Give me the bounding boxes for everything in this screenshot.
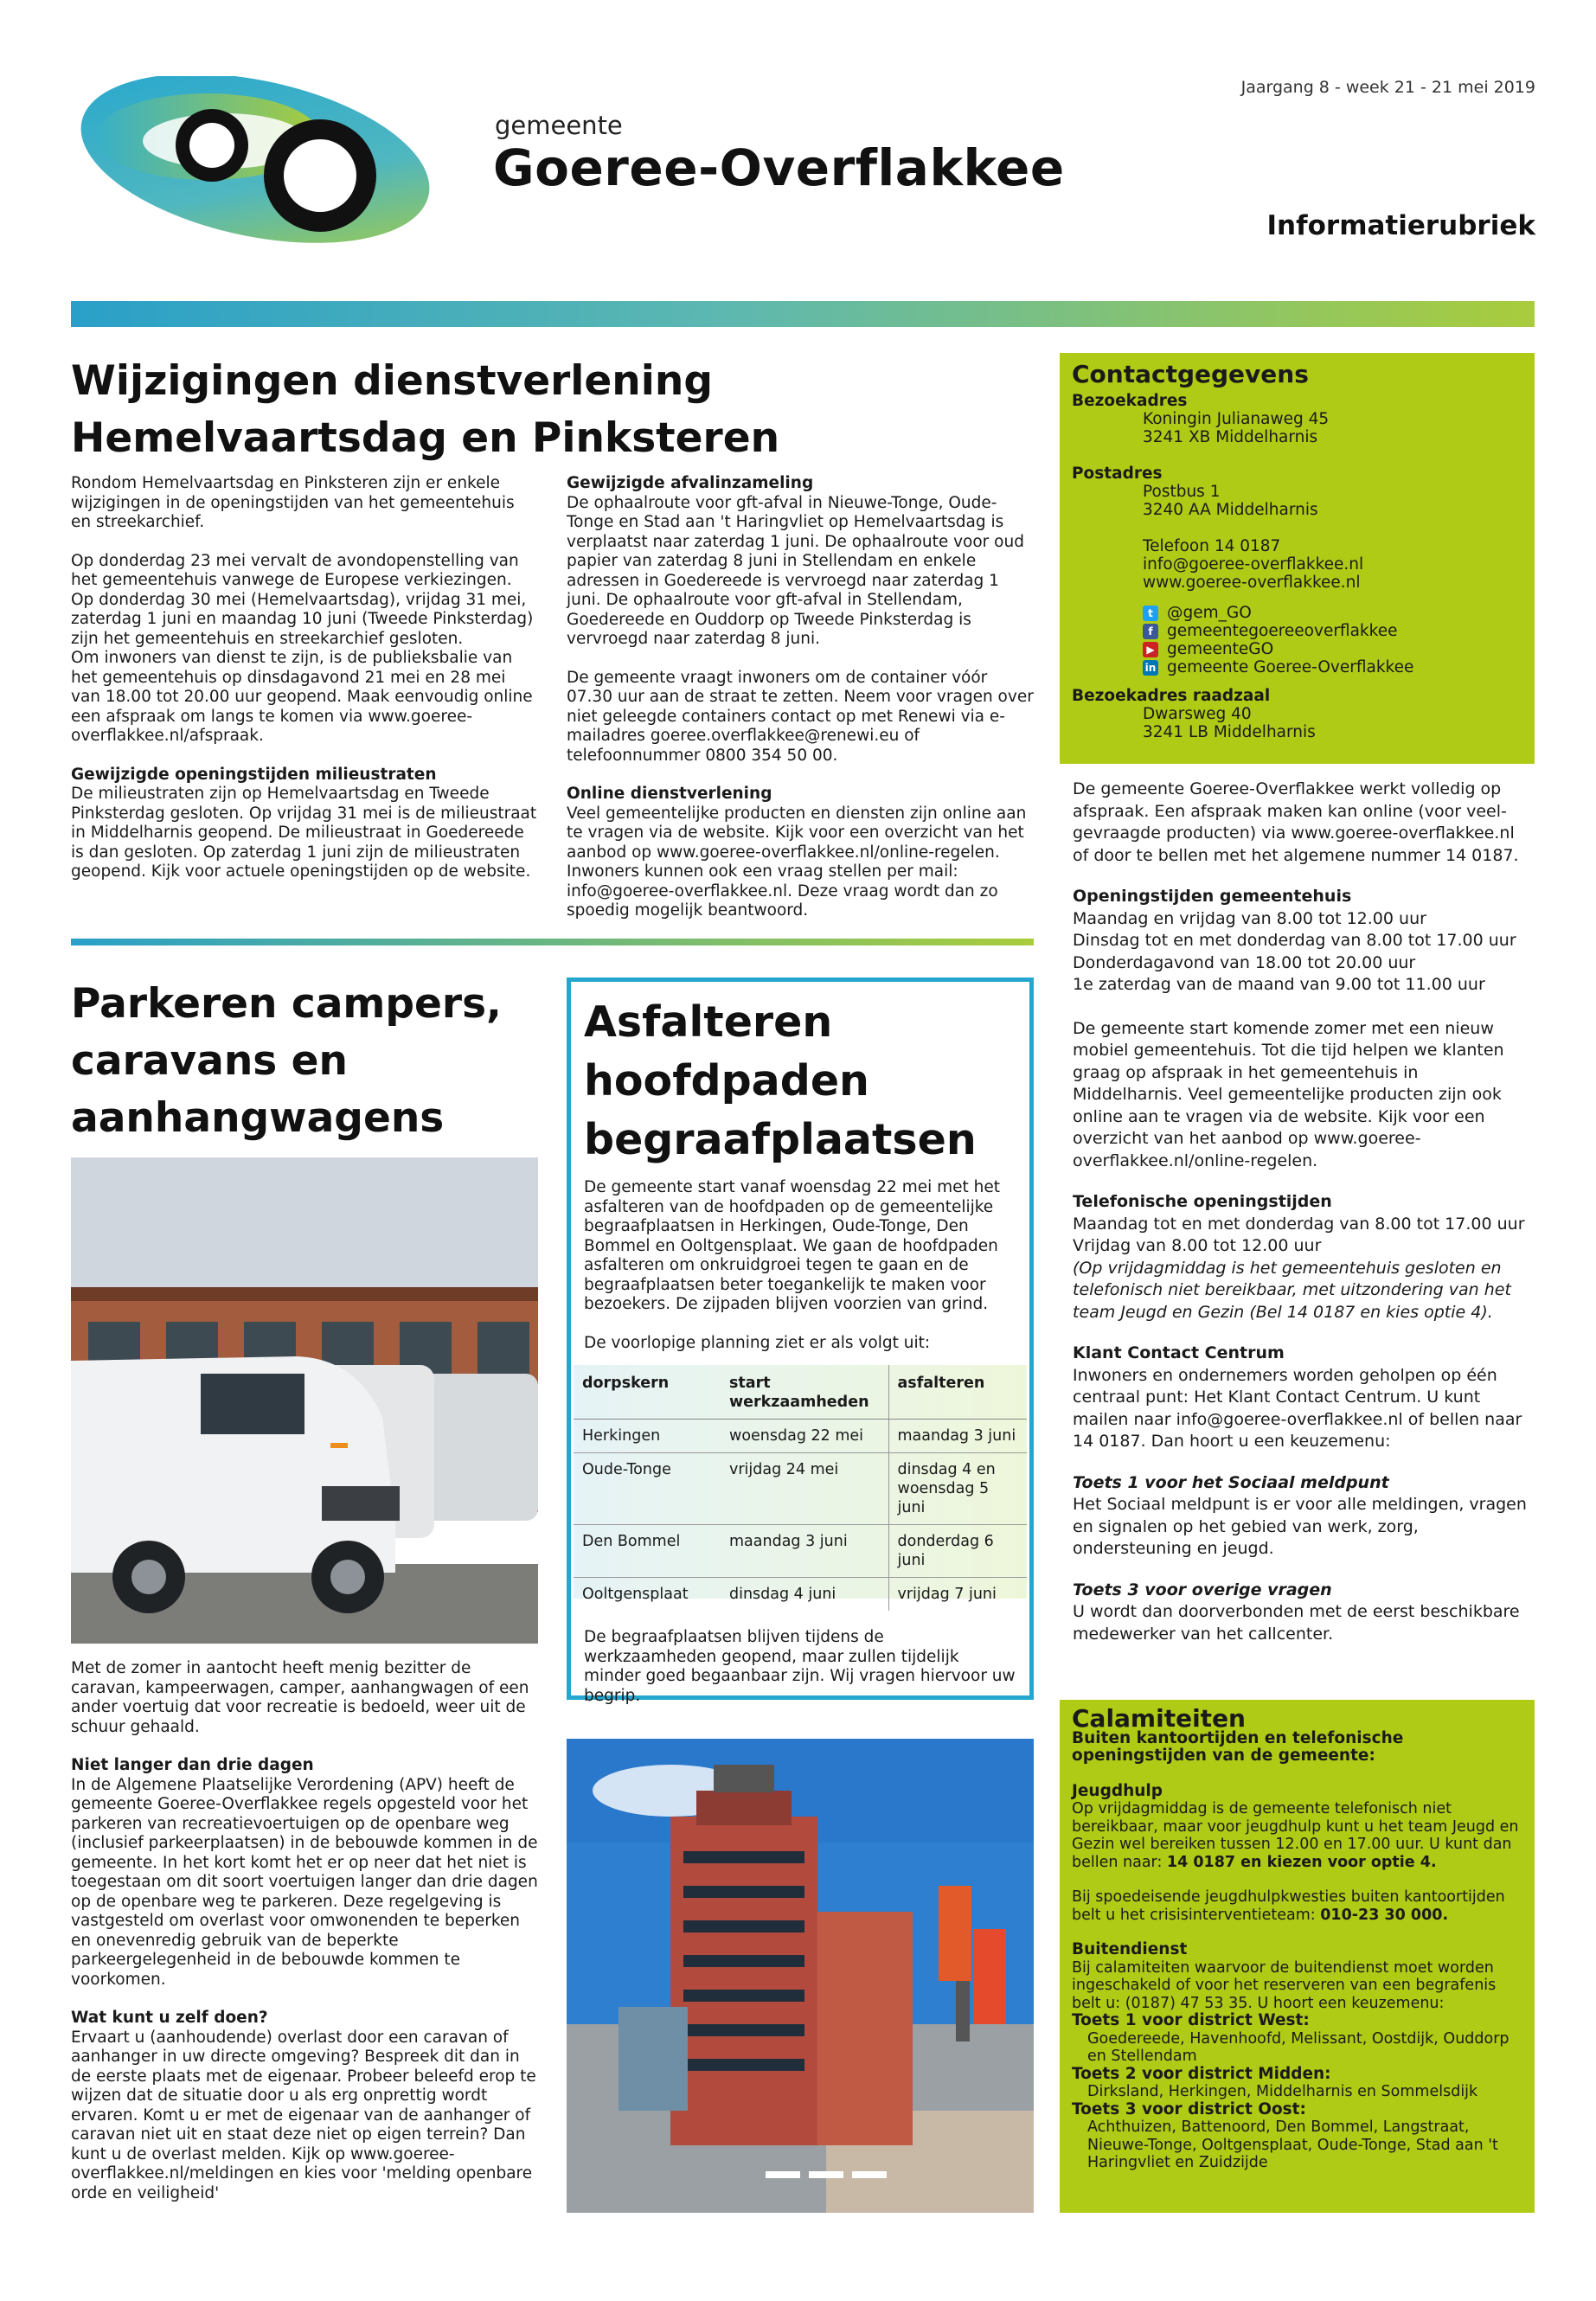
toets1-text: Het Sociaal meldpunt is er voor alle meldingen, vragen en signalen op het gebied van werk, zorg, ondersteuning en jeugd. xyxy=(1073,1495,1527,1558)
planning-table xyxy=(574,1365,1027,1611)
linkedin-icon: in xyxy=(1143,660,1158,676)
article2-heading1: Niet langer dan drie dagen xyxy=(71,1756,314,1774)
jeugdhulp-text xyxy=(1072,1800,1522,1871)
postadres-label: Postadres xyxy=(1072,465,1163,483)
bezoekadres-line1: Koningin Julianaweg 45 xyxy=(1143,410,1330,428)
calamiteiten-subtitle: Buiten kantoortijden en telefonische openingstijden van de gemeente: xyxy=(1072,1728,1404,1765)
postadres-line1: Postbus 1 xyxy=(1143,483,1221,501)
social-linkedin-label: gemeente Goeree-Overflakkee xyxy=(1167,658,1414,676)
section-title: Informatierubriek xyxy=(1266,210,1535,241)
article1-col-left xyxy=(71,474,538,901)
photo-building xyxy=(567,1739,1034,2213)
table-row xyxy=(574,1578,1027,1612)
article1-intro: Rondom Hemelvaartsdag en Pinksteren zijn er enkele wijzigingen in de openingstijden van het gemeentehuis en streekarchief. xyxy=(71,474,515,531)
crisis-phone: 010-23 30 000 xyxy=(1320,1906,1443,1924)
article2-title-line3: aanhangwagens xyxy=(71,1094,445,1142)
bezoekadres-label: Bezoekadres xyxy=(1072,392,1188,410)
article1-title-line1: Wijzigingen dienstverlening xyxy=(71,357,713,405)
kcc-text: Inwoners en ondernemers worden geholpen op één centraal punt: Het Klant Contact Centrum. U kunt mailen naar info@goeree-overflakkee.nl of bellen naar 14 0187. Dan hoort u een keuzemenu: xyxy=(1073,1365,1522,1451)
article2-title-line1: Parkeren campers, xyxy=(71,980,502,1028)
table-cell: Oude-Tonge xyxy=(574,1453,721,1525)
article2-title xyxy=(71,976,502,1147)
table-header: start werkzaamheden xyxy=(721,1365,888,1420)
social-twitter[interactable] xyxy=(1072,604,1522,622)
telefonisch-heading: Telefonische openingstijden xyxy=(1073,1192,1332,1211)
article2-heading2: Wat kunt u zelf doen? xyxy=(71,2009,268,2027)
telefonisch-line1: Maandag tot en met donderdag van 8.00 tot 17.00 uur xyxy=(1073,1214,1525,1234)
buitendienst-heading: Buitendienst xyxy=(1072,1940,1188,1958)
raadzaal-label: Bezoekadres raadzaal xyxy=(1072,687,1271,705)
jeugdhulp-period: . xyxy=(1430,1853,1437,1871)
contact-phone: Telefoon 14 0187 xyxy=(1143,537,1281,555)
table-cell: dinsdag 4 en woensdag 5 juni xyxy=(888,1453,1027,1525)
article3-closing: De begraafplaatsen blijven tijdens de werkzaamheden geopend, maar zullen tijdelijk minder goed begaanbaar zijn. Wij vragen hiervoor uw begrip. xyxy=(584,1628,1016,1705)
article1-container-text: De gemeente vraagt inwoners om de container vóór 07.30 uur aan de straat te zetten. Neem voor vragen over niet geleegde containers contact op met Renewi via e-mailadres goeree.overflakkee@renewi.eu of telefoonnummer 0800 354 50 00. xyxy=(567,668,1034,765)
brand-gemeente: gemeente xyxy=(495,111,623,140)
article3-title-line3: begraafplaatsen xyxy=(584,1115,977,1164)
bezoekadres-line2: 3241 XB Middelharnis xyxy=(1143,428,1318,446)
jeugdhulp-phone: 14 0187 en kiezen voor optie 4 xyxy=(1166,1853,1431,1871)
article3-body xyxy=(584,1178,1016,1372)
article1-online-heading: Online dienstverlening xyxy=(567,785,772,803)
article3-planning-intro: De voorlopige planning ziet er als volgt uit: xyxy=(584,1333,931,1352)
contact-panel xyxy=(1060,353,1535,764)
district-west-label: Toets 1 voor district West: xyxy=(1072,2011,1310,2029)
social-twitter-label: @gem_GO xyxy=(1167,604,1252,622)
table-header-row xyxy=(574,1365,1027,1420)
table-cell: Herkingen xyxy=(574,1420,721,1453)
toets3-heading: Toets 3 voor overige vragen xyxy=(1073,1580,1332,1599)
mobiel-gemeentehuis-text: De gemeente start komende zomer met een nieuw mobiel gemeentehuis. Tot die tijd helpen we klanten graag op afspraak in het gemeentehuis in Middelharnis. Veel gemeentelijke producten zijn ook online aan te vragen via de website. Kijk voor een overzicht van het aanbod op www.goeree-overflakkee.nl/online-regelen. xyxy=(1073,1018,1504,1170)
kcc-heading: Klant Contact Centrum xyxy=(1073,1343,1285,1362)
social-facebook[interactable] xyxy=(1072,622,1522,640)
article1-title-line2: Hemelvaartsdag en Pinksteren xyxy=(71,414,780,462)
district-midden-text: Dirksland, Herkingen, Middelharnis en Sommelsdijk xyxy=(1087,2083,1478,2100)
article1-afval-heading: Gewijzigde afvalinzameling xyxy=(567,474,814,492)
table-cell: Den Bommel xyxy=(574,1525,721,1578)
article1-afval-text: De ophaalroute voor gft-afval in Nieuwe-Tonge, Oude-Tonge en Stad aan 't Haringvliet op Hemelvaartsdag is verplaatst naar zaterdag 1 juni. De ophaalroute voor oud papier van zaterdag 8 juni in Stellendam en enkele adressen in Goedereede is vervroegd naar zaterdag 1 juni. De ophaalroute voor gft-afval in Stellendam, Goedereede en Ouddorp op Tweede Pinksterdag is vervroegd naar zaterdag 8 juni. xyxy=(567,493,1024,648)
article2-intro: Met de zomer in aantocht heeft menig bezitter de caravan, kampeerwagen, camper, aanhangwagen of een ander voertuig dat voor recreatie is bedoeld, weer uit de schuur gehaald. xyxy=(71,1659,529,1736)
crisis-text xyxy=(1072,1888,1522,1924)
raadzaal-line1: Dwarsweg 40 xyxy=(1143,705,1252,723)
social-youtube[interactable] xyxy=(1072,640,1522,658)
social-facebook-label: gemeentegoereeoverflakkee xyxy=(1167,622,1398,640)
article1-milieu-heading: Gewijzigde openingstijden milieustraten xyxy=(71,765,437,784)
facebook-icon: f xyxy=(1143,624,1158,639)
table-cell: donderdag 6 juni xyxy=(888,1525,1027,1578)
district-oost-text: Achthuizen, Battenoord, Den Bommel, Langstraat, Nieuwe-Tonge, Ooltgensplaat, Oude-Tonge, Stad aan 't Haringvliet en Zuidzijde xyxy=(1087,2118,1498,2171)
article2-body xyxy=(71,1659,538,2222)
article1-online-text: Veel gemeentelijke producten en diensten zijn online aan te vragen via de website. Kijk voor een overzicht van het aanbod op www.goeree-overflakkee.nl/online-regelen. Inwoners kunnen ook een vraag stellen per mail: info@goeree-overflakkee.nl. Deze vraag wordt dan zo spoedig mogelijk beantwoord. xyxy=(567,804,1027,920)
info-column xyxy=(1073,779,1527,1664)
crisis-text-main: Bij spoedeisende jeugdhulpkwesties buiten kantoortijden belt u het crisisinterventieteam: xyxy=(1072,1888,1505,1924)
table-cell: maandag 3 juni xyxy=(888,1420,1027,1453)
table-cell: Ooltgensplaat xyxy=(582,1586,689,1603)
youtube-icon: ▶ xyxy=(1143,642,1158,657)
twitter-icon: t xyxy=(1143,606,1158,621)
table-header: asfalteren xyxy=(888,1365,1027,1420)
article2-para3: Ervaart u (aanhoudende) overlast door een caravan of aanhanger in uw directe omgeving? Bespreek dit dan in de eerste plaats met de eigenaar. Probeer beleefd erop te wijzen dat de situatie door u als erg onprettig wordt ervaren. Komt u er met de eigenaar van de aanhanger of caravan niet uit en staat deze niet op eigen terrein? Dan kunt u de overlast melden. Kijk op www.goeree-overflakkee.nl/meldingen en kies voor 'melding openbare orde en veiligheid' xyxy=(71,2028,536,2202)
social-youtube-label: gemeenteGO xyxy=(1167,640,1274,658)
article1-milieu-text: De milieustraten zijn op Hemelvaartsdag en Tweede Pinksterdag gesloten. Op vrijdag 31 mei is de milieustraat in Middelharnis geopend. De milieustraat in Goedereede is dan gesloten. Op zaterdag 1 juni zijn de milieustraten geopend. Kijk voor actuele openingstijden op de website. xyxy=(71,785,537,881)
social-linkedin[interactable] xyxy=(1072,658,1522,676)
district-midden-label: Toets 2 voor district Midden: xyxy=(1072,2064,1331,2083)
article3-intro: De gemeente start vanaf woensdag 22 mei met het asfalteren van de hoofdpaden op de gemeentelijke begraafplaatsen in Herkingen, Oude-Tonge, Den Bommel en Ooltgensplaat. We gaan de hoofdpaden asfalteren om onkruidgroei tegen te gaan en de begraafplaatsen beter toegankelijk te maken voor bezoekers. De zijpaden blijven voorzien van grind. xyxy=(584,1178,1001,1313)
table-row xyxy=(574,1420,1027,1453)
jeugdhulp-heading: Jeugdhulp xyxy=(1072,1781,1163,1800)
openingstijden-heading: Openingstijden gemeentehuis xyxy=(1073,887,1352,906)
table-cell: vrijdag 24 mei xyxy=(721,1453,888,1525)
table-header: dorpskern xyxy=(574,1365,721,1420)
openingstijden-line3: Donderdagavond van 18.00 tot 20.00 uur xyxy=(1073,952,1416,972)
section-divider xyxy=(71,939,1034,945)
district-oost-label: Toets 3 voor district Oost: xyxy=(1072,2099,1306,2118)
brand-name: Goeree-Overflakkee xyxy=(493,138,1065,197)
article3-title-line2: hoofdpaden xyxy=(584,1056,869,1106)
table-cell: dinsdag 4 juni xyxy=(721,1578,888,1612)
telefonisch-line2: Vrijdag van 8.00 tot 12.00 uur xyxy=(1073,1236,1322,1255)
table-row xyxy=(574,1525,1027,1578)
article2-para2: In de Algemene Plaatselijke Verordening (APV) heeft de gemeente Goeree-Overflakkee regels opgesteld voor het parkeren van recreatievoertuigen op de openbare weg (inclusief parkeerplaatsen) in de bebouwde kommen in de gemeente. In het kort komt het er op neer dat het niet is toegestaan om dit soort voertuigen langer dan drie dagen op de openbare weg te parkeren. Deze regelgeving is vastgesteld om overlast voor omwonenden te beperken en onevenredig gebruik van de beperkte parkeergelegenheid in de bebouwde kommen te voorkomen. xyxy=(71,1775,538,1989)
issue-line: Jaargang 8 - week 21 - 21 mei 2019 xyxy=(1240,78,1535,97)
photo-campers xyxy=(71,1157,538,1644)
article3-title xyxy=(584,993,977,1170)
article1-para3: Om inwoners van dienst te zijn, is de publieksbalie van het gemeentehuis op dinsdagavond 21 mei en 28 mei van 18.00 tot 20.00 uur geopend. Maak eenvoudig online een afspraak om langs te komen via www.goeree-overflakkee.nl/afspraak. xyxy=(71,649,533,745)
info-intro: De gemeente Goeree-Overflakkee werkt volledig op afspraak. Een afspraak maken kan online (voor veel-gevraagde producten) via www.goeree-overflakkee.nl of door te bellen met het algemene nummer 14 0187. xyxy=(1073,779,1519,865)
openingstijden-line2: Dinsdag tot en met donderdag van 8.00 tot 17.00 uur xyxy=(1073,931,1516,950)
article3-footer xyxy=(584,1628,1016,1725)
article1-title xyxy=(71,353,779,467)
contact-title: Contactgegevens xyxy=(1072,360,1309,388)
openingstijden-line4: 1e zaterdag van de maand van 9.00 tot 11.00 uur xyxy=(1073,975,1485,994)
postadres-line2: 3240 AA Middelharnis xyxy=(1143,501,1318,519)
telefonisch-note: (Op vrijdagmiddag is het gemeentehuis gesloten en telefonisch niet bereikbaar, met uitzondering van het team Jeugd en Gezin (Bel 14 0187 en kies optie 4). xyxy=(1073,1258,1511,1322)
article1-col-right xyxy=(567,474,1034,940)
contact-website-link[interactable]: www.goeree-overflakkee.nl xyxy=(1143,574,1361,592)
table-row xyxy=(574,1453,1027,1525)
district-west-text: Goedereede, Havenhoofd, Melissant, Oostdijk, Ouddorp en Stellendam xyxy=(1087,2029,1509,2065)
contact-email-link[interactable]: info@goeree-overflakkee.nl xyxy=(1143,555,1364,574)
toets1-heading: Toets 1 voor het Sociaal meldpunt xyxy=(1073,1472,1389,1492)
calamiteiten-panel xyxy=(1060,1700,1535,2213)
municipality-logo xyxy=(69,76,458,258)
article2-title-line2: caravans en xyxy=(71,1037,348,1085)
table-cell: woensdag 22 mei xyxy=(721,1420,888,1453)
top-gradient-bar xyxy=(71,301,1535,327)
raadzaal-line2: 3241 LB Middelharnis xyxy=(1143,723,1316,741)
crisis-period: . xyxy=(1442,1906,1449,1924)
buitendienst-text: Bij calamiteiten waarvoor de buitendienst moet worden ingeschakeld of voor het reserveren van een begrafenis belt u: (0187) 47 53 35. U hoort een keuzemenu: xyxy=(1072,1958,1497,2012)
article1-para2: Op donderdag 23 mei vervalt de avondopenstelling van het gemeentehuis vanwege de Europese verkiezingen. Op donderdag 30 mei (Hemelvaartsdag), vrijdag 31 mei, zaterdag 1 juni en maandag 10 juni (Tweede Pinksterdag) zijn het gemeentehuis en streekarchief gesloten. xyxy=(71,551,534,648)
table-cell: vrijdag 7 juni xyxy=(897,1586,997,1603)
jeugdhulp-text-main: Op vrijdagmiddag is de gemeente telefonisch niet bereikbaar, maar voor jeugdhulp kunt u het team Jeugd en Gezin wel bereiken tussen 12.00 en 17.00 uur. U kunt dan bellen naar: xyxy=(1072,1800,1519,1871)
openingstijden-line1: Maandag en vrijdag van 8.00 tot 12.00 uur xyxy=(1073,908,1426,928)
article3-title-line1: Asfalteren xyxy=(584,997,833,1047)
toets3-text: U wordt dan doorverbonden met de eerst beschikbare medewerker van het callcenter. xyxy=(1073,1602,1520,1644)
table-cell: maandag 3 juni xyxy=(721,1525,888,1578)
calamiteiten-title: Calamiteiten xyxy=(1072,1704,1246,1733)
